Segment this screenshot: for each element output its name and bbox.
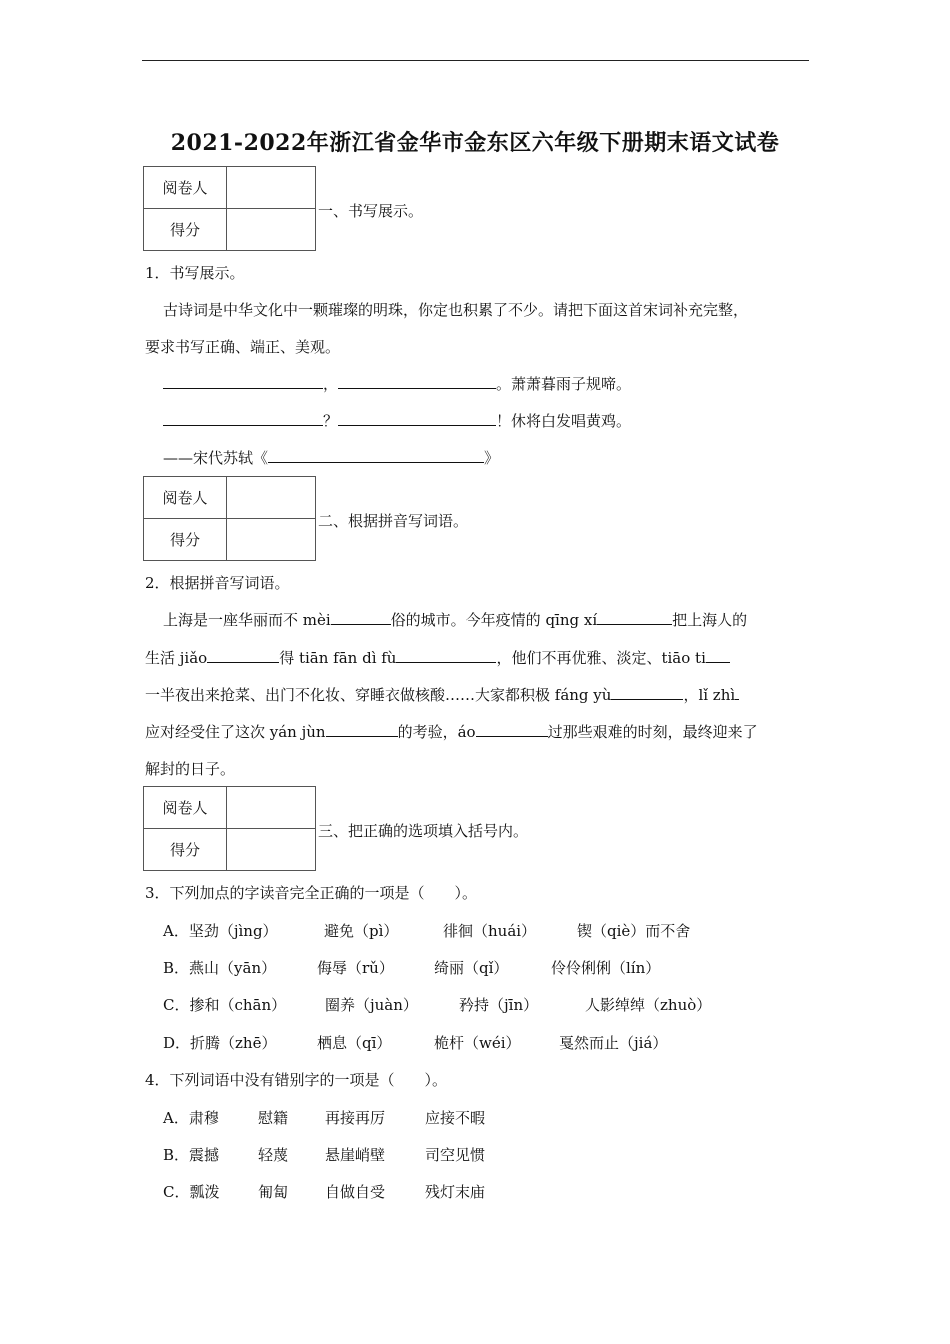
- q4-option-b-word: 悬崖峭壁: [325, 1146, 386, 1164]
- q2-para-line-3: [145, 684, 739, 705]
- reviewer-cell[interactable]: [227, 477, 316, 519]
- q1-intro-1: 古诗词是中华文化中一颗璀璨的明珠，你定也积累了不少。请把下面这首宋词补充完整，: [163, 301, 749, 319]
- header-rule: [142, 60, 809, 61]
- section-heading-2: 二、根据拼音写词语。: [318, 512, 469, 530]
- q3-option-c-word: 矜持（jīn）: [459, 996, 539, 1014]
- q2-title: 2．根据拼音写词语。: [145, 574, 290, 592]
- grader-table-1: [143, 166, 316, 251]
- q3-option-b-word: 绮丽（qǐ）: [434, 959, 509, 977]
- answer-blank[interactable]: [706, 648, 730, 663]
- q4-title: 4．下列词语中没有错别字的一项是（ ）。: [145, 1071, 448, 1089]
- q4-option-c-word: 匍匐: [258, 1183, 289, 1201]
- score-cell[interactable]: [227, 829, 316, 871]
- q3-option-a-word: 徘徊（huái）: [443, 922, 537, 940]
- section-heading-1: 一、书写展示。: [318, 202, 424, 220]
- reviewer-label: 阅卷人: [144, 787, 227, 829]
- answer-blank[interactable]: [396, 648, 496, 663]
- reviewer-cell[interactable]: [227, 167, 316, 209]
- reviewer-label: 阅卷人: [144, 477, 227, 519]
- q3-option-b-word: 伶伶俐俐（lín）: [551, 959, 661, 977]
- answer-blank[interactable]: [268, 448, 484, 463]
- punct: ，: [323, 375, 339, 393]
- text: 上海是一座华丽而不 mèi: [163, 611, 331, 629]
- text: 应对经受住了这次 yán jùn: [145, 723, 326, 741]
- answer-blank[interactable]: [338, 411, 496, 426]
- q3-option-b-word: 侮辱（rǔ）: [317, 959, 394, 977]
- q3-option-c[interactable]: C．掺和（chān）: [163, 996, 287, 1014]
- q3-option-a[interactable]: A．坚劲（jìng）: [163, 922, 278, 940]
- answer-blank[interactable]: [338, 374, 496, 389]
- q2-para-line-1: [163, 609, 747, 630]
- q4-option-a-word: 再接再厉: [325, 1109, 386, 1127]
- answer-blank[interactable]: [331, 610, 391, 625]
- grader-table-3: [143, 786, 316, 871]
- reviewer-label: 阅卷人: [144, 167, 227, 209]
- q4-option-a[interactable]: A．肃穆: [163, 1109, 219, 1127]
- score-cell[interactable]: [227, 519, 316, 561]
- reviewer-cell[interactable]: [227, 787, 316, 829]
- answer-blank[interactable]: [611, 685, 683, 700]
- q3-option-d-word: 桅杆（wéi）: [434, 1034, 521, 1052]
- q3-option-b[interactable]: B．燕山（yān）: [163, 959, 277, 977]
- q2-para-line-2: [145, 647, 730, 668]
- answer-blank[interactable]: [735, 685, 739, 700]
- text: 的考验，áo: [397, 723, 476, 741]
- q4-option-a-word: 慰籍: [258, 1109, 289, 1127]
- q3-option-d-word: 栖息（qī）: [317, 1034, 392, 1052]
- answer-blank[interactable]: [163, 374, 323, 389]
- section-heading-3: 三、把正确的选项填入括号内。: [318, 822, 529, 840]
- text: 生活 jiǎo: [145, 649, 208, 667]
- poem-text: 。萧萧暮雨子规啼。: [496, 375, 632, 393]
- source-prefix: ——宋代苏轼《: [163, 449, 269, 467]
- q4-option-b-word: 司空见惯: [425, 1146, 486, 1164]
- q1-intro-2: 要求书写正确、端正、美观。: [145, 338, 341, 356]
- text: 一半夜出来抢菜、出门不化妆、穿睡衣做核酸……大家都积极 fáng yù: [145, 686, 612, 704]
- text: ，lǐ zhì: [683, 686, 736, 704]
- poem-text: ！休将白发唱黄鸡。: [496, 412, 632, 430]
- q1-line-1: [163, 373, 631, 394]
- q2-para-line-4: [145, 721, 758, 742]
- text: 把上海人的: [672, 611, 748, 629]
- score-label: 得分: [144, 829, 227, 871]
- answer-blank[interactable]: [597, 610, 672, 625]
- text: 过那些艰难的时刻，最终迎来了: [547, 723, 758, 741]
- q3-option-a-word: 锲（qiè）而不舍: [577, 922, 691, 940]
- q2-para-line-5: 解封的日子。: [145, 760, 236, 778]
- q1-line-2: [163, 410, 631, 431]
- score-label: 得分: [144, 209, 227, 251]
- q3-option-c-word: 圈养（juàn）: [325, 996, 418, 1014]
- q4-option-c-word: 自做自受: [325, 1183, 386, 1201]
- q3-option-a-word: 避免（pì）: [324, 922, 399, 940]
- q4-option-b-word: 轻蔑: [258, 1146, 289, 1164]
- q3-option-d-word: 戛然而止（jiá）: [559, 1034, 668, 1052]
- score-label: 得分: [144, 519, 227, 561]
- q1-source: [163, 447, 499, 468]
- q4-option-c[interactable]: C．瓢泼: [163, 1183, 220, 1201]
- text: 俗的城市。今年疫情的 qīng xí: [390, 611, 598, 629]
- grader-table-2: [143, 476, 316, 561]
- q3-title: 3．下列加点的字读音完全正确的一项是（ ）。: [145, 884, 478, 902]
- score-cell[interactable]: [227, 209, 316, 251]
- page-title: 2021-2022年浙江省金华市金东区六年级下册期末语文试卷: [170, 130, 780, 156]
- punct: ？: [323, 412, 339, 430]
- source-suffix: 》: [484, 449, 500, 467]
- text: 得 tiān fān dì fù: [279, 649, 397, 667]
- q3-option-c-word: 人影绰绰（zhuò）: [585, 996, 712, 1014]
- answer-blank[interactable]: [207, 648, 279, 663]
- answer-blank[interactable]: [476, 722, 548, 737]
- q4-option-a-word: 应接不暇: [425, 1109, 486, 1127]
- answer-blank[interactable]: [163, 411, 323, 426]
- q4-option-c-word: 残灯末庙: [425, 1183, 486, 1201]
- q3-option-d[interactable]: D．折腾（zhē）: [163, 1034, 277, 1052]
- q1-title: 1．书写展示。: [145, 264, 245, 282]
- answer-blank[interactable]: [326, 722, 398, 737]
- text: ，他们不再优雅、淡定、tiāo ti: [496, 649, 706, 667]
- q4-option-b[interactable]: B．震撼: [163, 1146, 220, 1164]
